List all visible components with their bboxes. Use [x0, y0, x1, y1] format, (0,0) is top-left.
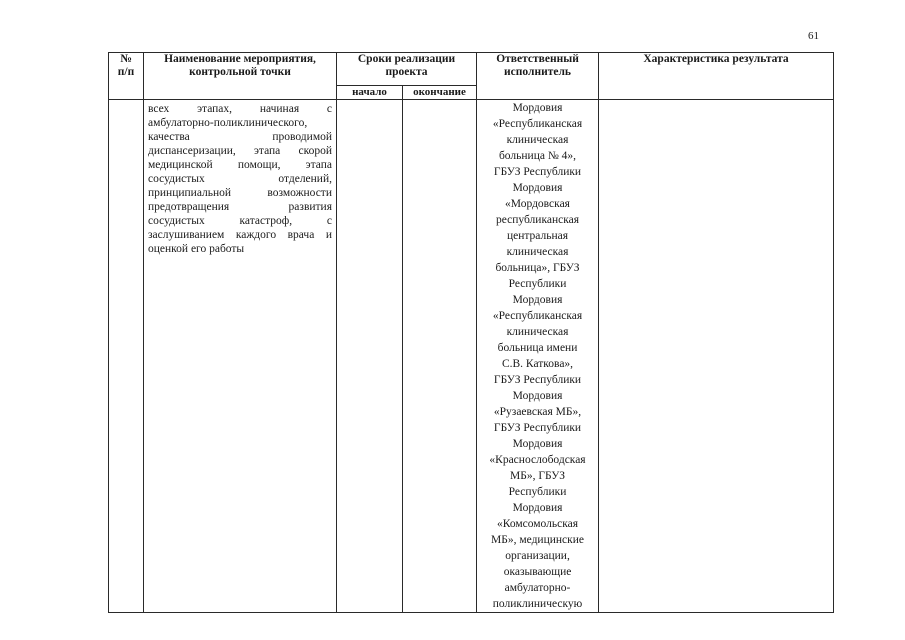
header-result: Характеристика результата: [599, 53, 834, 100]
executor-line: С.В. Каткова»,: [501, 358, 574, 370]
executor-line: амбулаторно-: [504, 582, 571, 594]
page-number: 61: [808, 30, 819, 42]
header-number: № п/п: [109, 53, 144, 100]
executor-line: «Республиканская: [492, 118, 583, 130]
executor-line: Мордовия: [512, 390, 563, 402]
executor-line: Мордовия: [512, 102, 563, 114]
executor-line: Мордовия: [512, 182, 563, 194]
executor-line: «Комсомольская: [496, 518, 579, 530]
executor-line: «Краснослободская: [489, 454, 586, 466]
header-terms: Сроки реализации проекта: [337, 53, 477, 86]
description-line: всех этапах, начиная с: [148, 103, 332, 115]
executor-line: организации,: [505, 550, 570, 562]
header-name: Наименование мероприятия, контрольной точки: [144, 53, 337, 100]
description-line: диспансеризации, этапа скорой: [148, 145, 332, 157]
executor-line: оказывающие: [503, 566, 572, 578]
row-executor-cell: [477, 100, 599, 613]
executor-line: клиническая: [506, 246, 569, 258]
description-line: принципиальной возможности: [148, 187, 332, 199]
description-line: предотвращения развития: [148, 201, 332, 213]
table-row: [109, 100, 834, 613]
executor-line: центральная: [506, 230, 569, 242]
executor-line: больница № 4»,: [498, 150, 577, 162]
executor-line: поликлиническую: [492, 598, 583, 610]
description-line: заслушиванием каждого врача и: [148, 229, 332, 241]
description-line: амбулаторно-поликлинического,: [148, 117, 308, 129]
executor-line: Мордовия: [512, 294, 563, 306]
plan-table: [108, 52, 834, 613]
header-end: окончание: [403, 86, 477, 100]
description-line: сосудистых отделений,: [148, 173, 332, 185]
row-start-cell: [337, 100, 403, 613]
executor-line: Мордовия: [512, 502, 563, 514]
executor-line: «Республиканская: [492, 310, 583, 322]
executor-line: больница имени: [497, 342, 578, 354]
row-description-cell: [144, 100, 337, 613]
executor-line: больница», ГБУЗ: [495, 262, 580, 274]
executor-line: МБ», медицинские: [491, 534, 584, 546]
executor-line: МБ», ГБУЗ: [510, 470, 565, 482]
executor-line: «Мордовская: [505, 198, 570, 210]
executor-line: Мордовия: [512, 438, 563, 450]
executor-line: клиническая: [506, 134, 569, 146]
description-line: качества проводимой: [148, 131, 332, 143]
executor-line: республиканская: [495, 214, 580, 226]
header-executor: Ответственный исполнитель: [477, 53, 599, 100]
description-line: оценкой его работы: [148, 243, 245, 255]
executor-line: «Рузаевская МБ»,: [493, 406, 582, 418]
row-result-cell: [599, 100, 834, 613]
executor-line: ГБУЗ Республики: [493, 422, 582, 434]
executor-line: Республики: [508, 486, 567, 498]
header-start: начало: [337, 86, 403, 100]
row-end-cell: [403, 100, 477, 613]
executor-line: Республики: [508, 278, 567, 290]
description-line: сосудистых катастроф, с: [148, 215, 332, 227]
row-number-cell: [109, 100, 144, 613]
description-line: медицинской помощи, этапа: [148, 159, 332, 171]
executor-line: ГБУЗ Республики: [493, 374, 582, 386]
executor-line: ГБУЗ Республики: [493, 166, 582, 178]
executor-line: клиническая: [506, 326, 569, 338]
